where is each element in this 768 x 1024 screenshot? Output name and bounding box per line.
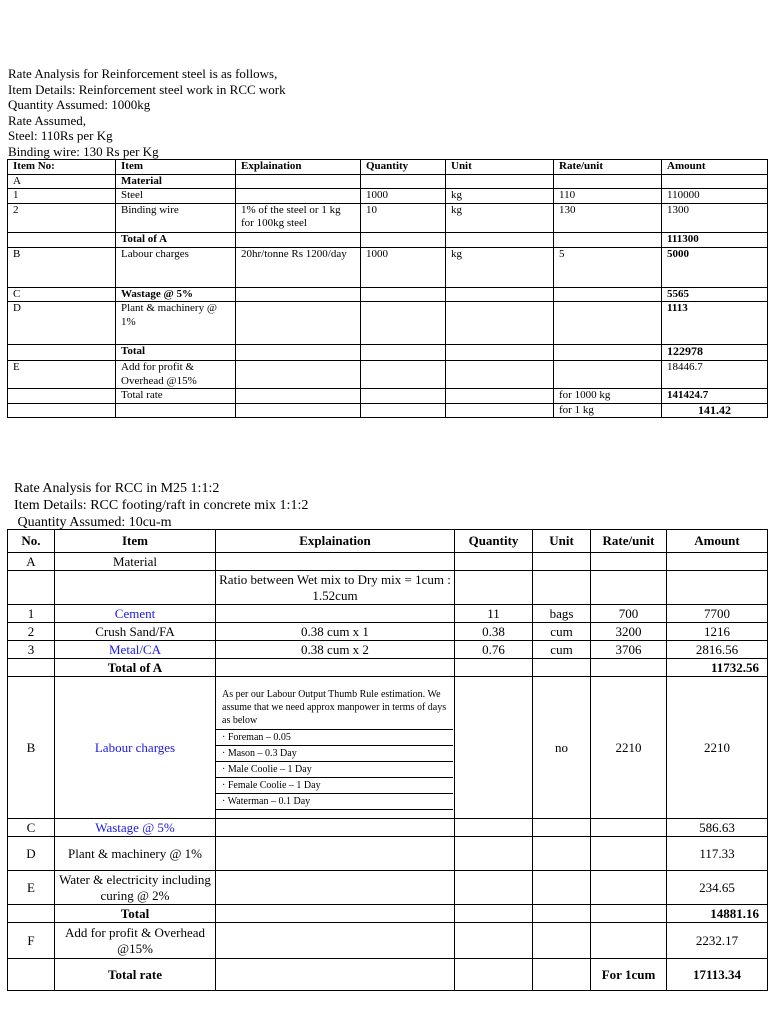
cell <box>533 571 591 605</box>
cell: For 1cum <box>591 959 667 991</box>
metal-ca-link[interactable]: Metal/CA <box>55 641 216 659</box>
cell: Total <box>55 905 216 923</box>
cell <box>455 905 533 923</box>
intro-line: Rate Assumed, <box>8 112 86 128</box>
cell <box>8 232 116 247</box>
cell: Ratio between Wet mix to Dry mix = 1cum : 1.52cum <box>216 571 455 605</box>
cell: A <box>8 174 116 189</box>
cell: 1300 <box>662 203 768 232</box>
cell: no <box>533 677 591 819</box>
cell: Wastage @ 5% <box>116 287 236 302</box>
cell: D <box>8 302 116 345</box>
cell <box>361 232 446 247</box>
cell: 2232.17 <box>667 923 768 959</box>
header-cell: Amount <box>662 160 768 175</box>
table-row <box>8 189 768 204</box>
cell: 0.38 <box>455 623 533 641</box>
cell <box>455 837 533 871</box>
cell <box>533 923 591 959</box>
cell: 2210 <box>667 677 768 819</box>
cell <box>533 659 591 677</box>
table-row <box>8 905 768 923</box>
cell: cum <box>533 623 591 641</box>
cell: 234.65 <box>667 871 768 905</box>
cell <box>8 403 116 418</box>
cell <box>446 389 554 404</box>
cell: Add for profit & Overhead @15% <box>116 361 236 389</box>
cell <box>236 174 361 189</box>
cell: Total of A <box>55 659 216 677</box>
header-cell: Unit <box>446 160 554 175</box>
table-row <box>8 389 768 404</box>
cell <box>8 905 55 923</box>
cell: Total of A <box>116 232 236 247</box>
cell <box>361 389 446 404</box>
cell <box>236 389 361 404</box>
cement-link[interactable]: Cement <box>55 605 216 623</box>
intro-line: Item Details: RCC footing/raft in concrete mix 1:1:2 <box>14 498 309 513</box>
cell <box>216 605 455 623</box>
cell <box>216 871 455 905</box>
cell: 1 <box>8 605 55 623</box>
cell: Plant & machinery @ 1% <box>55 837 216 871</box>
cell: Binding wire <box>116 203 236 232</box>
cell: 11732.56 <box>667 659 768 677</box>
cell: 110 <box>554 189 662 204</box>
cell: F <box>8 923 55 959</box>
cell: 1000 <box>361 247 446 287</box>
intro-line: Quantity Assumed: 1000kg <box>8 97 151 113</box>
cell <box>591 553 667 571</box>
cell: B <box>8 247 116 287</box>
table-row <box>8 174 768 189</box>
cell: 1000 <box>361 189 446 204</box>
cell: 1 <box>8 189 116 204</box>
table-row <box>8 959 768 991</box>
cell <box>533 837 591 871</box>
table-row <box>8 345 768 361</box>
labour-note: As per our Labour Output Thumb Rule estimation. We assume that we need approx manpower in terms of days as below <box>222 688 447 726</box>
header-cell: Item <box>116 160 236 175</box>
cell <box>455 677 533 819</box>
cell: 586.63 <box>667 819 768 837</box>
table-row <box>8 287 768 302</box>
cell <box>361 174 446 189</box>
cell <box>667 571 768 605</box>
cell <box>8 659 55 677</box>
cell: 2 <box>8 203 116 232</box>
header-cell: Explaination <box>236 160 361 175</box>
table-row <box>8 302 768 345</box>
cell: Labour charges <box>116 247 236 287</box>
cell <box>554 287 662 302</box>
header-cell: Item <box>55 530 216 553</box>
cell: Material <box>55 553 216 571</box>
header-cell: Quantity <box>361 160 446 175</box>
cell <box>216 905 455 923</box>
cell <box>361 302 446 345</box>
cell: 3200 <box>591 623 667 641</box>
cell <box>216 959 455 991</box>
intro-line: Quantity Assumed: 10cu-m <box>14 515 172 530</box>
header-cell: No. <box>8 530 55 553</box>
table-row <box>8 605 768 623</box>
cell: 0.76 <box>455 641 533 659</box>
cell: D <box>8 837 55 871</box>
cell <box>8 571 55 605</box>
cell: 130 <box>554 203 662 232</box>
cell: 7700 <box>667 605 768 623</box>
cell <box>455 819 533 837</box>
cell: 0.38 cum x 2 <box>216 641 455 659</box>
cell: C <box>8 287 116 302</box>
cell <box>216 819 455 837</box>
cell <box>236 361 361 389</box>
cell: Steel <box>116 189 236 204</box>
cell <box>554 232 662 247</box>
cell: 2 <box>8 623 55 641</box>
cell: 141.42 <box>662 403 768 418</box>
cell: kg <box>446 203 554 232</box>
cell <box>236 345 361 361</box>
cell <box>455 959 533 991</box>
cell: 111300 <box>662 232 768 247</box>
cell <box>55 571 216 605</box>
cell <box>8 345 116 361</box>
cell <box>554 361 662 389</box>
cell: 18446.7 <box>662 361 768 389</box>
cell <box>591 571 667 605</box>
cell <box>216 659 455 677</box>
table-row <box>8 641 768 659</box>
cell: Total rate <box>116 389 236 404</box>
table-row <box>8 871 768 905</box>
section2-intro <box>14 480 308 531</box>
cell <box>591 905 667 923</box>
header-cell: Rate/unit <box>554 160 662 175</box>
table-row <box>8 623 768 641</box>
cell <box>446 302 554 345</box>
steel-rate-table <box>7 159 768 418</box>
cell <box>216 553 455 571</box>
header-cell: Quantity <box>455 530 533 553</box>
cell <box>361 287 446 302</box>
cell <box>591 659 667 677</box>
table-row <box>8 923 768 959</box>
cell: 122978 <box>662 345 768 361</box>
table-row <box>8 553 768 571</box>
intro-line: Steel: 110Rs per Kg <box>8 128 113 144</box>
cell <box>236 189 361 204</box>
cell: 110000 <box>662 189 768 204</box>
cell: 17113.34 <box>667 959 768 991</box>
cell: Total <box>116 345 236 361</box>
cell <box>116 403 236 418</box>
labour-item: · Mason – 0.3 Day <box>216 745 453 761</box>
cell: 3 <box>8 641 55 659</box>
cell: 117.33 <box>667 837 768 871</box>
cell <box>446 174 554 189</box>
cell: E <box>8 361 116 389</box>
cell <box>533 959 591 991</box>
cell <box>446 287 554 302</box>
intro-line: Item Details: Reinforcement steel work in RCC work <box>8 81 286 97</box>
table-row <box>8 819 768 837</box>
header-cell: Explaination <box>216 530 455 553</box>
header-cell: Rate/unit <box>591 530 667 553</box>
cell: 1113 <box>662 302 768 345</box>
cell: 1216 <box>667 623 768 641</box>
labour-item: · Female Coolie – 1 Day <box>216 777 453 793</box>
table-row <box>8 677 768 819</box>
cell: bags <box>533 605 591 623</box>
cell: for 1000 kg <box>554 389 662 404</box>
cell: Add for profit & Overhead @15% <box>55 923 216 959</box>
cell <box>236 287 361 302</box>
cell <box>361 403 446 418</box>
table-header-row <box>8 530 768 553</box>
cell <box>446 345 554 361</box>
cell <box>533 871 591 905</box>
cell: 0.38 cum x 1 <box>216 623 455 641</box>
table-row <box>8 203 768 232</box>
labour-explanation <box>216 677 455 819</box>
intro-line: Binding wire: 130 Rs per Kg <box>8 143 159 159</box>
cell <box>591 871 667 905</box>
cell <box>455 553 533 571</box>
cell: cum <box>533 641 591 659</box>
cell <box>533 553 591 571</box>
cell <box>361 361 446 389</box>
cell <box>662 174 768 189</box>
cell <box>8 959 55 991</box>
cell <box>554 345 662 361</box>
cell <box>216 837 455 871</box>
intro-line: Rate Analysis for Reinforcement steel is as follows, <box>8 66 278 81</box>
labour-item: · Male Coolie – 1 Day <box>216 761 453 777</box>
cell: 700 <box>591 605 667 623</box>
section1-intro <box>8 66 286 160</box>
header-cell: Unit <box>533 530 591 553</box>
cell: Water & electricity including curing @ 2% <box>55 871 216 905</box>
cell: 5000 <box>662 247 768 287</box>
cell: 5565 <box>662 287 768 302</box>
cell: E <box>8 871 55 905</box>
cell: 1% of the steel or 1 kg for 100kg steel <box>236 203 361 232</box>
cell <box>455 871 533 905</box>
cell: kg <box>446 189 554 204</box>
header-cell: Item No: <box>8 160 116 175</box>
cell <box>554 302 662 345</box>
cell: A <box>8 553 55 571</box>
cell: Plant & machinery @ 1% <box>116 302 236 345</box>
cell <box>446 361 554 389</box>
cell <box>446 232 554 247</box>
cell: C <box>8 819 55 837</box>
cell <box>455 923 533 959</box>
table-row <box>8 232 768 247</box>
cell <box>446 403 554 418</box>
cell <box>455 659 533 677</box>
table-row <box>8 837 768 871</box>
cell <box>554 174 662 189</box>
cell <box>8 389 116 404</box>
table-row <box>8 361 768 389</box>
cell <box>236 302 361 345</box>
labour-item: · Foreman – 0.05 <box>216 729 453 745</box>
labour-item: · Waterman – 0.1 Day <box>216 793 453 810</box>
cell <box>667 553 768 571</box>
cell: for 1 kg <box>554 403 662 418</box>
cell <box>455 571 533 605</box>
cell <box>533 819 591 837</box>
cell <box>533 905 591 923</box>
cell: 2210 <box>591 677 667 819</box>
table-row <box>8 247 768 287</box>
labour-charges-link[interactable]: Labour charges <box>55 677 216 819</box>
cell: B <box>8 677 55 819</box>
cell: kg <box>446 247 554 287</box>
cell: 5 <box>554 247 662 287</box>
cell: 11 <box>455 605 533 623</box>
cell <box>361 345 446 361</box>
cell: 141424.7 <box>662 389 768 404</box>
cell: 14881.16 <box>667 905 768 923</box>
wastage-link[interactable]: Wastage @ 5% <box>55 819 216 837</box>
cell <box>591 837 667 871</box>
header-cell: Amount <box>667 530 768 553</box>
table-row <box>8 659 768 677</box>
cell: Material <box>116 174 236 189</box>
rcc-rate-table <box>7 529 768 991</box>
table-row <box>8 403 768 418</box>
cell: 20hr/tonne Rs 1200/day <box>236 247 361 287</box>
cell: 2816.56 <box>667 641 768 659</box>
cell <box>236 403 361 418</box>
cell <box>591 819 667 837</box>
table-header-row <box>8 160 768 175</box>
cell: 10 <box>361 203 446 232</box>
cell <box>591 923 667 959</box>
cell: Total rate <box>55 959 216 991</box>
cell <box>216 923 455 959</box>
intro-line: Rate Analysis for RCC in M25 1:1:2 <box>14 481 220 496</box>
cell: 3706 <box>591 641 667 659</box>
cell: Crush Sand/FA <box>55 623 216 641</box>
table-row <box>8 571 768 605</box>
cell <box>236 232 361 247</box>
